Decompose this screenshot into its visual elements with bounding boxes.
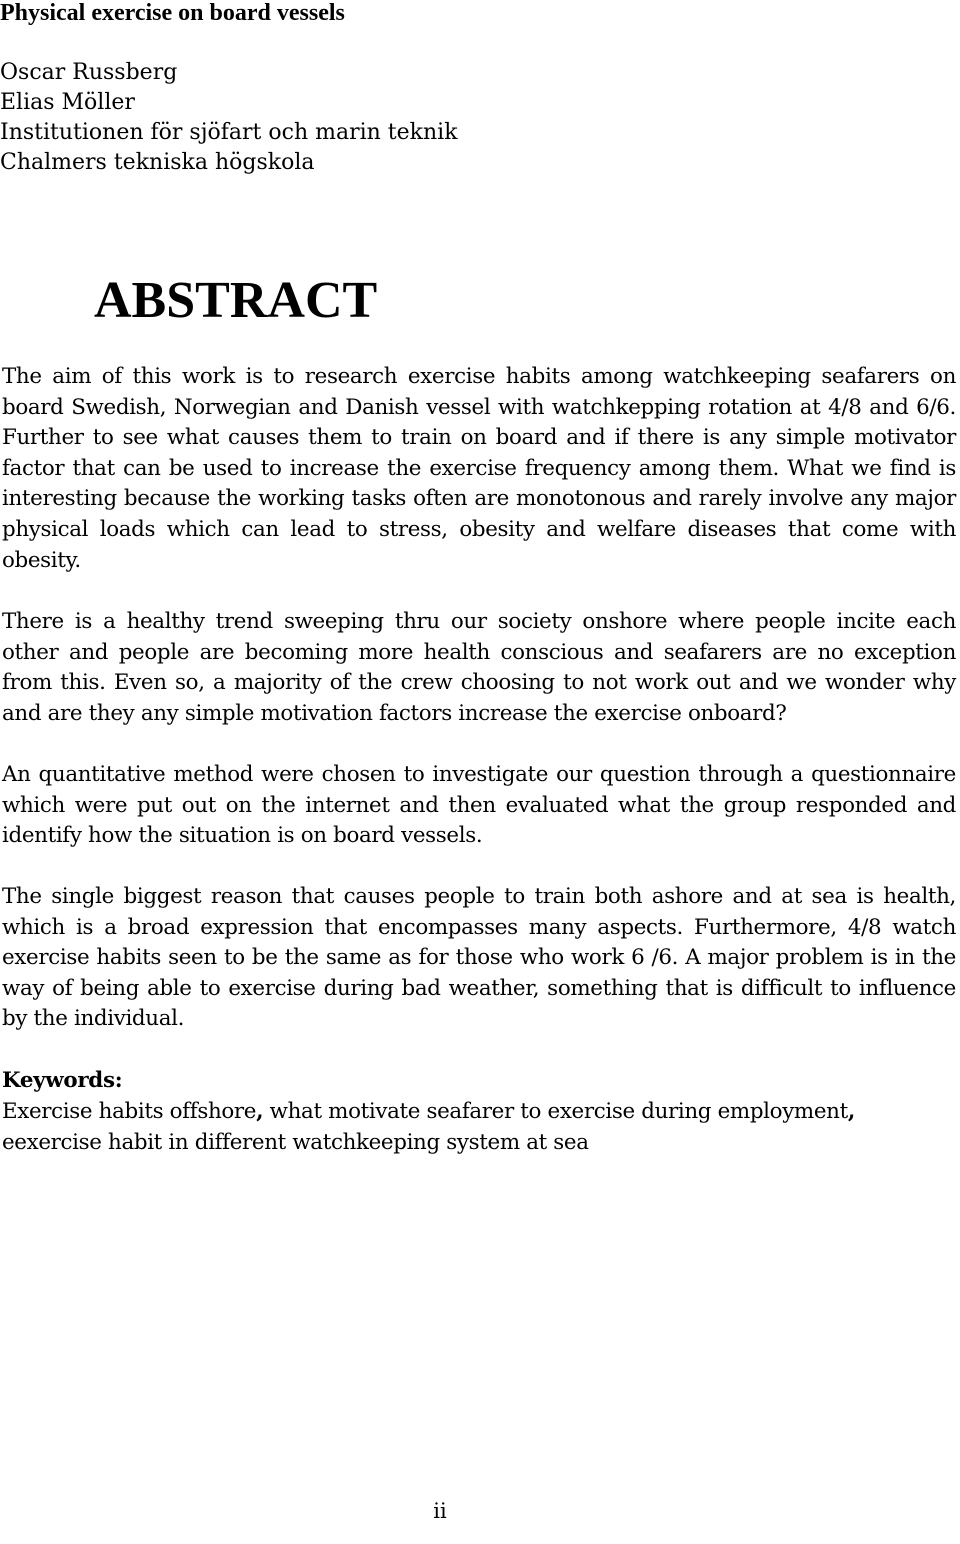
keywords-list xyxy=(2,1097,956,1158)
institution-name: Institutionen för sjöfart och marin teknik xyxy=(0,120,458,145)
keyword-separator: , xyxy=(847,1099,855,1124)
author-block xyxy=(0,58,458,178)
document-title: Physical exercise on board vessels xyxy=(0,0,345,26)
abstract-paragraph: The aim of this work is to research exercise habits among watchkeeping seafarers on board Swedish, Norwegian and Danish vessel with watchkepping rotation at 4/8 and 6/6. Further to see what causes them to train on board and if there is any simple motivator factor that can be used to increase the exercise frequency among them. What we find is interesting because the working tasks often are monotonous and rarely involve any major physical loads which can lead to stress, obesity and welfare diseases that come with obesity. xyxy=(2,364,956,573)
page-number: ii xyxy=(433,1499,447,1523)
keyword-separator: , xyxy=(256,1099,264,1124)
keyword: Exercise habits offshore xyxy=(2,1099,257,1124)
abstract-paragraph: An quantitative method were chosen to investigate our question through a questionnaire which were put out on the internet and then evaluated what the group responded and identify how the situation is on board vessels. xyxy=(2,762,956,849)
abstract-paragraph: There is a healthy trend sweeping thru our society onshore where people incite each other and people are becoming more health conscious and seafarers are no exception from this. Even so, a majority of the crew choosing to not work out and we wonder why and are they any simple motivation factors increase the exercise onboard? xyxy=(2,609,956,726)
university-name: Chalmers tekniska högskola xyxy=(0,150,315,175)
abstract-heading: ABSTRACT xyxy=(94,272,378,329)
abstract-paragraph: The single biggest reason that causes people to train both ashore and at sea is health, which is a broad expression that encompasses many aspects. Furthermore, 4/8 watch exercise habits seen to be the same as for those who work 6 /6. A major problem is in the way of being able to exercise during bad weather, something that is difficult to influence by the individual. xyxy=(2,884,956,1032)
keyword: eexercise habit in different watchkeeping system at sea xyxy=(2,1129,589,1155)
author-name: Oscar Russberg xyxy=(0,60,178,85)
keyword: what motivate seafarer to exercise during employment xyxy=(269,1099,848,1124)
keywords-heading: Keywords: xyxy=(2,1068,123,1093)
author-name: Elias Möller xyxy=(0,90,135,115)
